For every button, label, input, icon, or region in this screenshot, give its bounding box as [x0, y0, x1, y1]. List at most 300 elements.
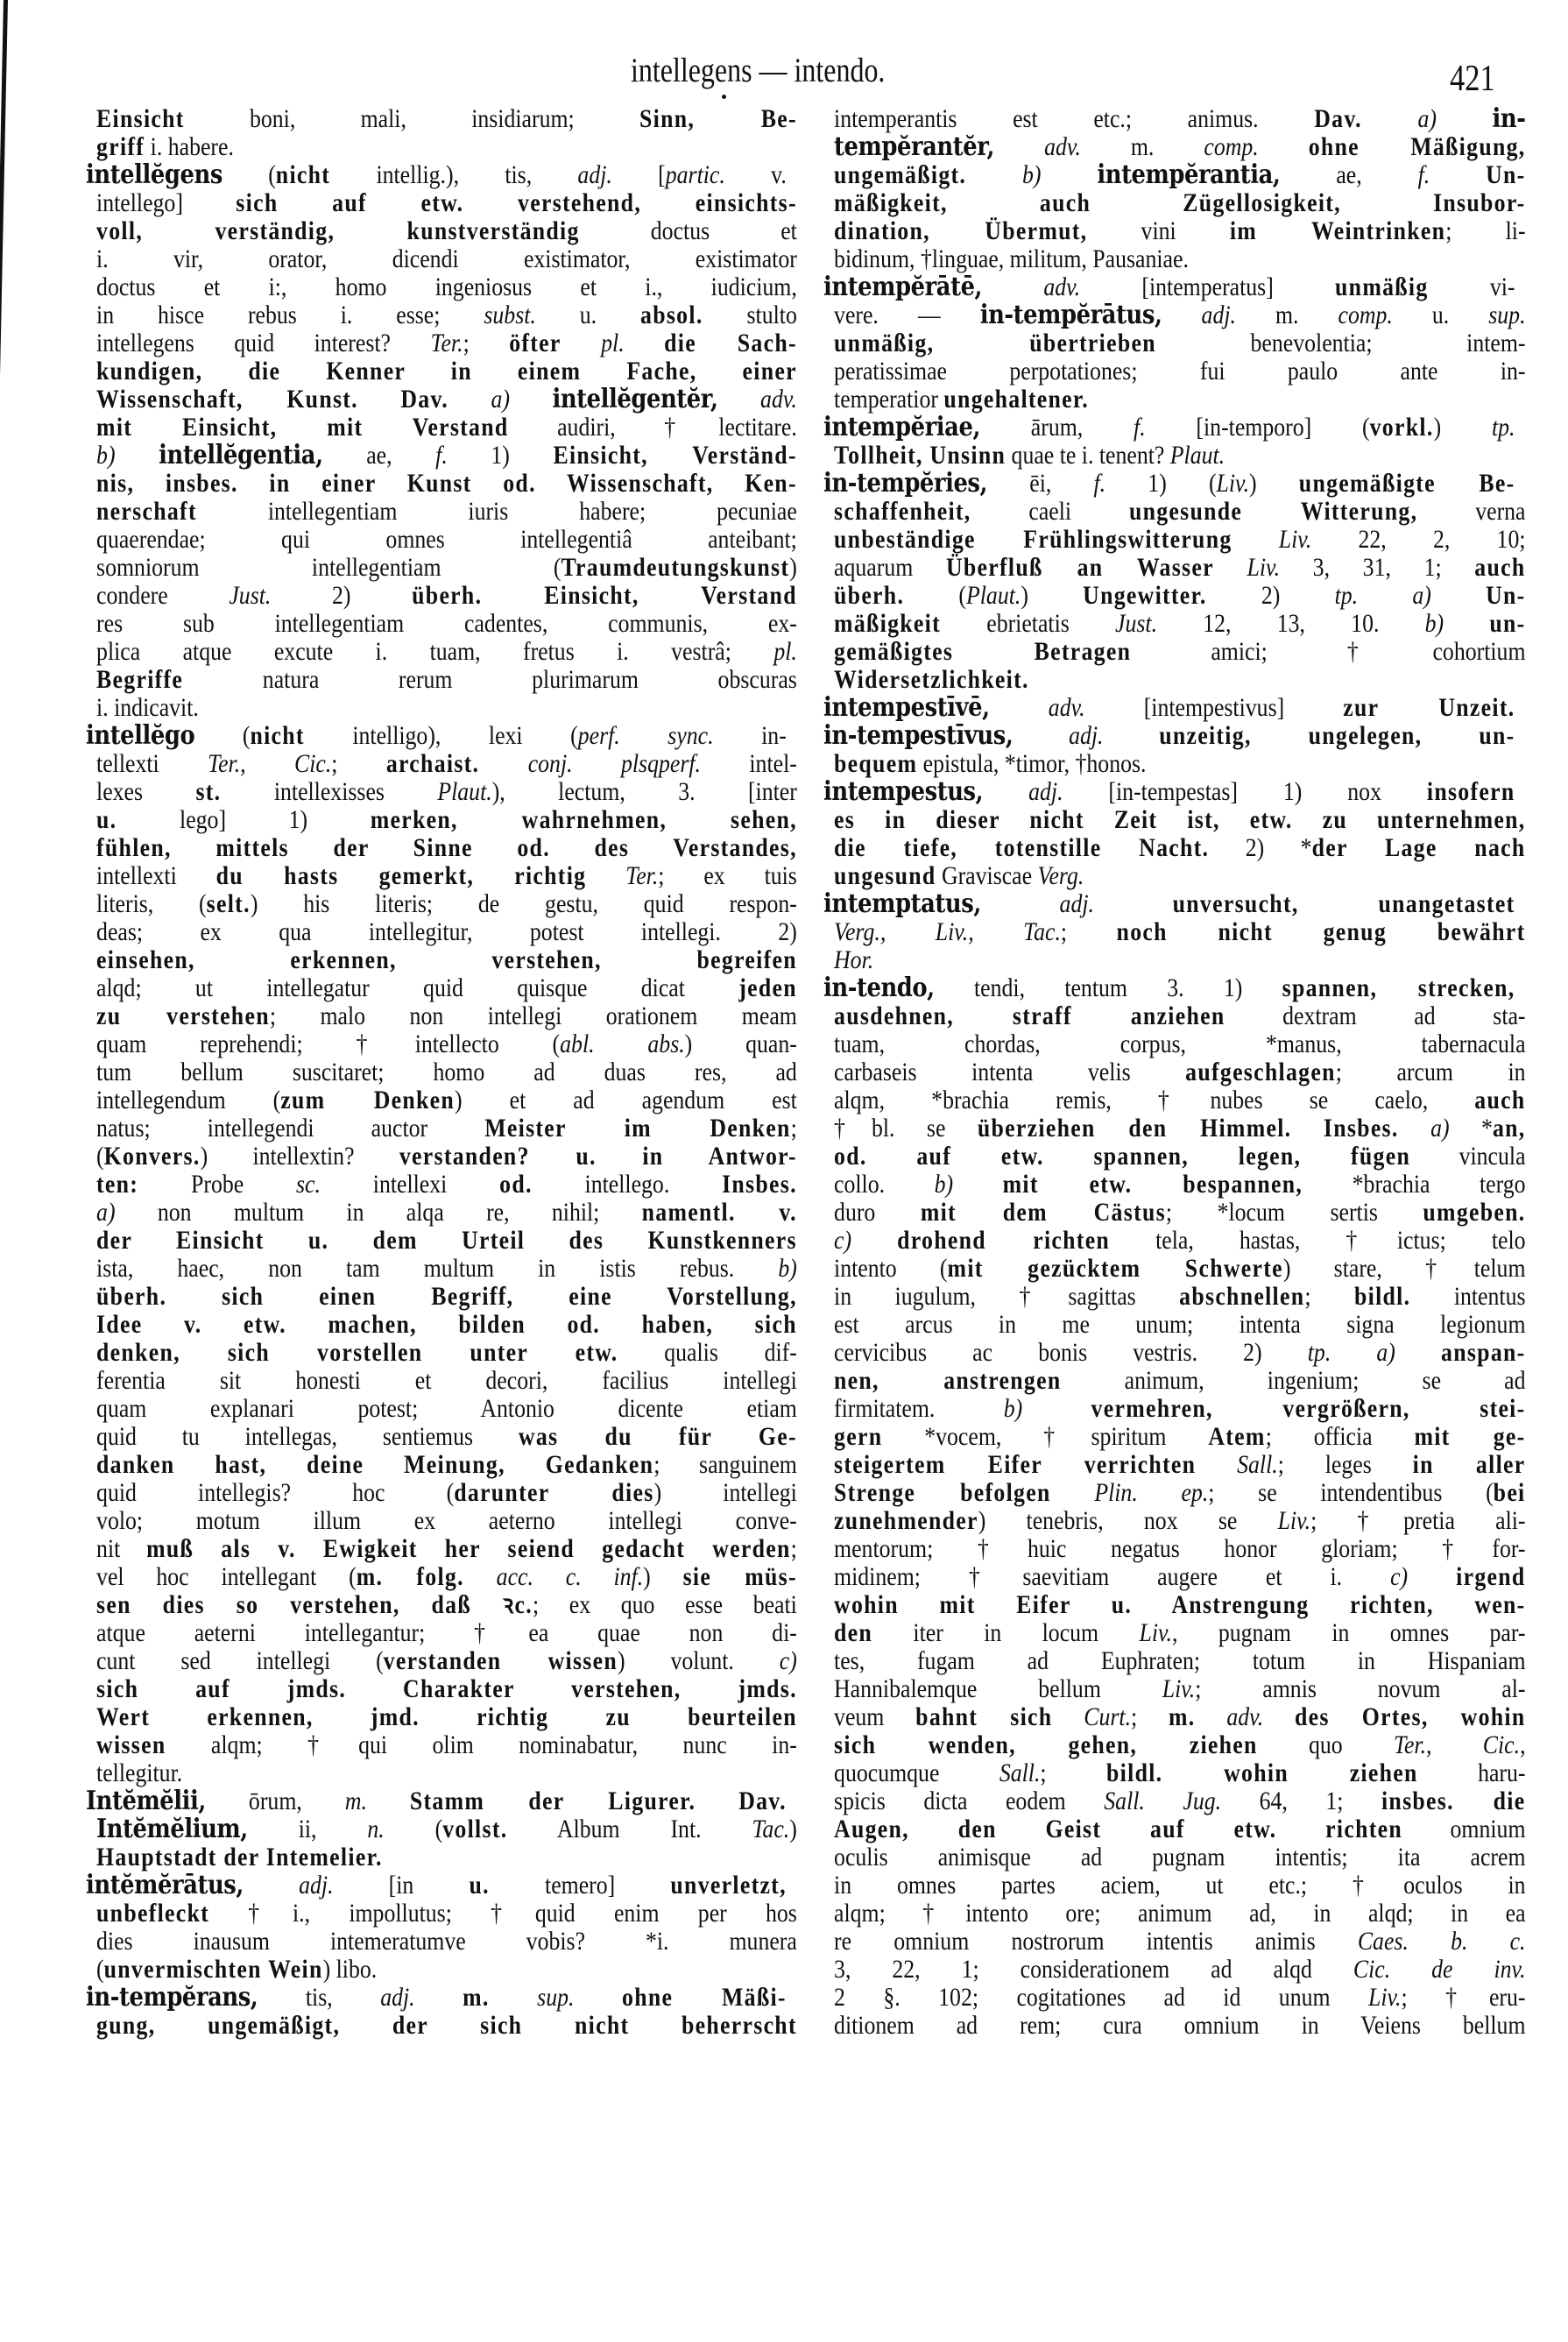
german-gloss: wissen — [96, 1730, 166, 1759]
text-line — [823, 1311, 1526, 1339]
latin-text: doctus et — [579, 216, 797, 245]
german-gloss: überh. — [834, 581, 905, 610]
abbreviation: Caes. b. c. — [1357, 1927, 1526, 1956]
latin-text: *vocem, †spiritum — [882, 1422, 1209, 1451]
latin-text: [intemperatus] — [1080, 272, 1336, 301]
entry-start-line — [823, 974, 1515, 1002]
latin-text: quaerendae; qui omnes intellegentiâ anteibant; — [96, 525, 797, 554]
german-gloss: wohin mit Eifer u. Anstrengung richten, wen- — [834, 1590, 1526, 1619]
latin-text: ēi, — [987, 469, 1094, 498]
latin-text: [in-tempestas] 1) nox — [1063, 777, 1427, 806]
latin-text: m. — [1080, 132, 1204, 161]
latin-text: doctus et i:, homo ingeniosus et i., iudicium, — [96, 272, 797, 301]
german-gloss: griff — [96, 132, 145, 161]
german-gloss: denken, sich vorstellen unter etw. — [96, 1338, 618, 1367]
german-gloss: insbes. die — [1381, 1787, 1526, 1815]
latin-text: i. indicavit. — [96, 693, 199, 722]
latin-text — [1408, 1562, 1456, 1591]
abbreviation: Verg. — [1037, 861, 1084, 890]
text-line — [86, 1731, 797, 1759]
latin-text: temperatior — [834, 385, 944, 414]
running-head: intellegens — intendo. — [631, 52, 886, 89]
text-line — [823, 2012, 1526, 2040]
latin-text: ) intellextin? — [200, 1142, 399, 1171]
text-line — [823, 946, 1526, 974]
latin-text — [1263, 1702, 1295, 1731]
german-gloss: ohne Mäßigung, — [1308, 132, 1526, 161]
german-gloss: mäßigkeit — [834, 609, 942, 638]
latin-text: volo; motum illum ex aeterno intellegi conve- — [96, 1506, 797, 1535]
latin-text — [1162, 301, 1202, 329]
headword: intellĕgo — [86, 720, 195, 751]
text-line — [86, 442, 797, 470]
text-line — [823, 918, 1526, 946]
latin-text: quam reprehendi; †intellecto ( — [96, 1029, 561, 1058]
text-line — [86, 1675, 797, 1703]
abbreviation: Sall. — [999, 1758, 1041, 1787]
german-gloss: sie müs- — [682, 1562, 797, 1591]
headword: intĕmĕrātus, — [86, 1870, 244, 1900]
latin-text: ; — [790, 1114, 797, 1143]
latin-text: in- — [713, 721, 787, 750]
abbreviation: a) — [491, 385, 510, 414]
text-line — [823, 1283, 1526, 1311]
german-gloss: überh. sich einen Begriff, eine Vorstellung, — [96, 1282, 797, 1311]
headword: in-tempĕries, — [823, 468, 988, 499]
abbreviation: adj. — [1201, 301, 1236, 329]
text-line — [823, 1030, 1526, 1058]
latin-text: *brachia tergo — [1303, 1170, 1526, 1199]
latin-text — [479, 749, 527, 778]
latin-text: tes, fugam ad Euphraten; totum in Hispaniam — [834, 1646, 1526, 1675]
text-line — [823, 1843, 1526, 1871]
text-line — [823, 245, 1526, 273]
abbreviation: Liv. — [1368, 1983, 1402, 2012]
entry-start-line — [86, 1984, 787, 2012]
right-column — [823, 103, 1526, 2040]
latin-text: dies inausum intemeratumve vobis? *i. munera — [96, 1927, 797, 1956]
text-line — [86, 1619, 797, 1647]
text-line — [823, 1086, 1526, 1114]
latin-text: 2) — [271, 581, 413, 610]
german-gloss: mit etw. bespannen, — [1002, 1170, 1303, 1199]
text-line — [823, 1423, 1526, 1451]
text-line — [823, 666, 1526, 694]
text-line — [823, 1815, 1526, 1843]
latin-text: nit — [96, 1534, 147, 1563]
latin-text: ; amnis novum al- — [1195, 1674, 1526, 1703]
german-gloss: bildl. — [1353, 1282, 1411, 1311]
german-gloss: überziehen den Himmel. — [977, 1114, 1292, 1143]
latin-text: intellego. — [532, 1170, 723, 1199]
text-line — [86, 133, 797, 161]
latin-text: ) — [789, 553, 797, 582]
latin-text — [625, 329, 664, 357]
latin-text — [1041, 160, 1097, 189]
latin-text: dextram ad sta- — [1225, 1001, 1526, 1030]
latin-text: [intempestivus] — [1084, 693, 1344, 722]
latin-text — [1094, 889, 1173, 918]
text-line — [86, 666, 797, 694]
latin-text: [in — [333, 1871, 470, 1900]
latin-text: ; se intendentibus ( — [1208, 1478, 1494, 1507]
german-gloss: anspan- — [1441, 1338, 1526, 1367]
text-line — [86, 1479, 797, 1507]
latin-text: aquarum — [834, 553, 946, 582]
text-line — [86, 946, 797, 974]
latin-text — [851, 1226, 897, 1255]
latin-text — [586, 861, 625, 890]
german-gloss: darunter dies — [454, 1478, 654, 1507]
latin-text: ) his literis; de gestu, quid respon- — [250, 889, 797, 918]
headword: Intĕmĕlii, — [86, 1786, 206, 1816]
latin-text — [981, 889, 1060, 918]
headword: intempĕriae, — [823, 412, 981, 442]
latin-text — [1291, 1114, 1323, 1143]
german-gloss: selt. — [206, 889, 251, 918]
latin-text — [1022, 1394, 1091, 1423]
text-line — [86, 918, 797, 946]
german-gloss: st. — [195, 777, 222, 806]
text-line — [823, 133, 1526, 161]
text-line — [86, 329, 797, 357]
german-gloss: vorkl. — [1369, 413, 1434, 442]
latin-text: 1) — [447, 441, 554, 470]
text-line — [86, 414, 797, 442]
text-line — [823, 386, 1526, 414]
text-line — [86, 189, 797, 217]
latin-text: ( — [384, 1815, 443, 1843]
text-line — [823, 1956, 1526, 1984]
latin-text: stulto — [703, 301, 797, 329]
text-line — [86, 1843, 797, 1871]
german-gloss: m. — [463, 1983, 490, 2012]
latin-text: natura rerum plurimarum obscuras — [183, 665, 797, 694]
german-gloss: Wissenschaft, Kunst. — [96, 385, 358, 414]
latin-text: omnium — [1402, 1815, 1526, 1843]
latin-text: quid intellegis? hoc ( — [96, 1478, 455, 1507]
latin-text: intellexi — [320, 1170, 500, 1199]
german-gloss: archaist. — [385, 749, 480, 778]
latin-text: bidinum, †linguae, militum, Pausaniae. — [834, 244, 1189, 273]
abbreviation: Ter. — [625, 861, 659, 890]
german-gloss: unversucht, unangetastet — [1172, 889, 1515, 918]
german-gloss: schaffenheit, — [834, 497, 971, 526]
latin-text: quam explanari potest; Antonio dicente etiam — [96, 1394, 797, 1423]
german-gloss: Ungewitter. — [1083, 581, 1207, 610]
german-gloss: bildl. wohin ziehen — [1106, 1758, 1418, 1787]
text-line — [86, 638, 797, 666]
german-gloss: Traumdeutungskunst — [561, 553, 790, 582]
text-line — [86, 778, 797, 806]
headword: intempestīvē, — [823, 692, 990, 723]
german-gloss: sen dies so verstehen, daß ꝛc. — [96, 1590, 533, 1619]
abbreviation: adj. — [299, 1871, 334, 1900]
latin-text: 3, 22, 1; considerationem ad alqd — [834, 1955, 1353, 1984]
german-gloss: Begriffe — [96, 665, 184, 694]
latin-text: ; — [1304, 1282, 1354, 1311]
latin-text: i. vir, orator, dicendi existimator, existimator — [96, 244, 797, 273]
german-gloss: vermehren, vergrößern, stei- — [1091, 1394, 1526, 1423]
latin-text — [1052, 1702, 1084, 1731]
latin-text: lexes — [96, 777, 196, 806]
latin-text: Album Int. — [507, 1815, 752, 1843]
latin-text: ; — [1060, 917, 1117, 946]
latin-text: , pugnam in omnes par- — [1172, 1618, 1526, 1647]
latin-text: ; officia — [1265, 1422, 1415, 1451]
german-gloss: nicht — [275, 160, 331, 189]
left-column — [86, 104, 797, 2040]
entry-start-line — [86, 1787, 787, 1815]
latin-text — [1196, 1702, 1227, 1731]
latin-text: in omnes partes aciem, ut etc.; †oculos in — [834, 1871, 1526, 1900]
latin-text — [562, 329, 601, 357]
german-gloss: Idee v. etw. machen, bilden od. haben, sich — [96, 1310, 797, 1339]
german-gloss: merken, wahrnehmen, sehen, — [370, 805, 797, 834]
text-line — [86, 1395, 797, 1423]
latin-text: midinem; †saevitiam augere et i. — [834, 1562, 1391, 1591]
entry-start-line — [823, 778, 1515, 806]
latin-text: ista, haec, non tam multum in istis rebus. — [96, 1254, 779, 1283]
german-gloss: in aller — [1412, 1450, 1526, 1479]
latin-text: ; ex tuis — [658, 861, 797, 890]
headword: intellĕgens — [86, 159, 222, 190]
entry-start-line — [823, 470, 1515, 498]
text-line — [86, 526, 797, 554]
german-gloss: die tiefe, totenstille Nacht. — [834, 833, 1210, 862]
latin-text: ; sanguinem — [653, 1450, 797, 1479]
german-gloss: sich wenden, gehen, ziehen — [834, 1730, 1258, 1759]
german-gloss: Meister im Denken — [484, 1114, 791, 1143]
latin-text — [1437, 104, 1493, 133]
latin-text: ) — [1249, 469, 1299, 498]
latin-text: alqd; ut intellegatur quid quisque dicat — [96, 973, 739, 1002]
latin-text: peratissimae perpotationes; fui paulo ante in- — [834, 357, 1526, 386]
headword: intellĕgentĕr, — [552, 384, 718, 414]
abbreviation: c) — [779, 1646, 797, 1675]
text-line — [823, 1255, 1526, 1283]
latin-text: ; — [331, 749, 386, 778]
latin-text: ; leges — [1277, 1450, 1413, 1479]
abbreviation: Liv. — [1247, 553, 1281, 582]
text-line — [86, 1900, 797, 1928]
german-gloss: jeden — [738, 973, 797, 1002]
text-line — [86, 806, 797, 834]
german-gloss: nis, insbes. in einer Kunst od. Wissenschaft, Ken- — [96, 469, 797, 498]
text-line — [823, 1703, 1526, 1731]
latin-text — [1013, 721, 1069, 750]
abbreviation: Verg., Liv., Tac. — [834, 917, 1061, 946]
german-gloss: was du für Ge- — [518, 1422, 797, 1451]
text-line — [86, 1591, 797, 1619]
page-edge-line — [0, 0, 8, 1139]
german-gloss: drohend richten — [897, 1226, 1111, 1255]
abbreviation: sup. — [1488, 301, 1526, 329]
text-line — [86, 1283, 797, 1311]
text-line — [823, 1591, 1526, 1619]
german-gloss: Insbes. — [722, 1170, 797, 1199]
latin-text: tellegitur. — [96, 1758, 183, 1787]
german-gloss: unbeständige Frühlingswitterung — [834, 525, 1233, 554]
latin-text: somniorum intellegentiam ( — [96, 553, 562, 582]
latin-text: caeli — [971, 497, 1129, 526]
latin-text: ) tenebris, nox se — [978, 1506, 1278, 1535]
latin-text: u. — [1392, 301, 1489, 329]
headword: in-tendo, — [823, 973, 935, 1003]
latin-text: ; ex quo esse beati — [532, 1590, 797, 1619]
latin-text: Graviscae — [936, 861, 1038, 890]
german-gloss: des Ortes, wohin — [1294, 1702, 1526, 1731]
headword: tempĕrantĕr, — [834, 131, 995, 162]
text-line — [86, 890, 797, 918]
headword: intempestus, — [823, 776, 984, 807]
text-line — [86, 357, 797, 386]
abbreviation: conj. plsqperf. — [527, 749, 701, 778]
text-line — [86, 1086, 797, 1114]
latin-text: tis, — [258, 1983, 381, 2012]
latin-text: 1) ( — [1105, 469, 1217, 498]
abbreviation: Ter. — [430, 329, 463, 357]
german-gloss: sich auf jmds. Charakter verstehen, jmds. — [96, 1674, 797, 1703]
latin-text — [1104, 721, 1160, 750]
text-line — [86, 1255, 797, 1283]
latin-text: ae, — [322, 441, 436, 470]
latin-text: tum bellum suscitaret; homo ad duas res, ad — [96, 1058, 797, 1086]
text-line — [823, 1339, 1526, 1367]
latin-text — [718, 385, 760, 414]
text-line — [823, 1171, 1526, 1199]
abbreviation: Liv. — [1162, 1674, 1196, 1703]
text-line — [86, 1759, 797, 1787]
entry-start-line — [823, 890, 1515, 918]
german-gloss: verstanden? u. in Antwor- — [399, 1142, 797, 1171]
latin-text: intellegentiam iuris habere; pecuniae — [196, 497, 797, 526]
text-line — [86, 1367, 797, 1395]
latin-text: Hannibalemque bellum — [834, 1674, 1162, 1703]
abbreviation: Plaut. — [1169, 441, 1225, 470]
abbreviation: adv. — [1043, 272, 1081, 301]
latin-text — [990, 693, 1049, 722]
latin-text: ) — [1433, 413, 1492, 442]
headword: Intĕmĕlium, — [96, 1814, 248, 1844]
text-line — [86, 1507, 797, 1535]
latin-text — [953, 1170, 1003, 1199]
german-gloss: sich auf etw. verstehend, einsichts- — [236, 188, 797, 217]
abbreviation: adv. — [1044, 132, 1081, 161]
latin-text — [1444, 609, 1489, 638]
latin-text: intentus — [1410, 1282, 1526, 1311]
text-line — [86, 1311, 797, 1339]
text-line — [823, 1731, 1526, 1759]
german-gloss: Widersetzlichkeit. — [834, 665, 1029, 694]
text-line — [86, 1114, 797, 1143]
german-gloss: ungesund — [834, 861, 936, 890]
german-gloss: Dav. — [1314, 104, 1362, 133]
latin-text: ii, — [247, 1815, 368, 1843]
latin-text: 22, 2, 10; — [1311, 525, 1526, 554]
text-line — [823, 1871, 1526, 1900]
latin-text: i. habere. — [145, 132, 234, 161]
abbreviation: b) — [934, 1170, 954, 1199]
abbreviation: adv. — [760, 385, 797, 414]
text-line — [86, 834, 797, 862]
latin-text: ) — [643, 1562, 683, 1591]
german-gloss: unzeitig, ungelegen, un- — [1159, 721, 1515, 750]
text-line — [823, 750, 1526, 778]
latin-text: collo. — [834, 1170, 935, 1199]
german-gloss: absol. — [640, 301, 703, 329]
abbreviation: b) — [1424, 609, 1444, 638]
german-gloss: vollst. — [442, 1815, 508, 1843]
abbreviation: adj. — [577, 160, 612, 189]
german-gloss: gern — [834, 1422, 883, 1451]
german-gloss: noch nicht genug bewährt — [1116, 917, 1526, 946]
latin-text: mentorum; †huic negatus honor gloriam; †for- — [834, 1534, 1526, 1563]
abbreviation: Liv. — [1216, 469, 1250, 498]
text-line — [86, 1030, 797, 1058]
latin-text: spicis dicta eodem — [834, 1787, 1105, 1815]
german-gloss: ungesunde Witterung, — [1128, 497, 1418, 526]
latin-text: cervicibus ac bonis vestris. 2) — [834, 1338, 1308, 1367]
text-line — [86, 694, 797, 722]
headword: in- — [1492, 103, 1526, 134]
latin-text: condere — [96, 581, 230, 610]
latin-text: ebrietatis — [941, 609, 1116, 638]
german-gloss: danken hast, deine Meinung, Gedanken — [96, 1450, 654, 1479]
latin-text — [464, 1562, 497, 1591]
latin-text: [ — [611, 160, 666, 189]
abbreviation: Hor. — [834, 945, 874, 974]
latin-text: quocumque — [834, 1758, 999, 1787]
latin-text: re omnium nostrorum intentis animis — [834, 1927, 1358, 1956]
german-gloss: voll, verständig, kunstverständig — [96, 216, 580, 245]
german-gloss: überh. Einsicht, Verstand — [412, 581, 797, 610]
text-line — [86, 610, 797, 638]
german-gloss: abschnellen — [1179, 1282, 1305, 1311]
abbreviation: Cic. de inv. — [1353, 1955, 1526, 1984]
latin-text: ; — [1040, 1758, 1107, 1787]
latin-text: veum — [834, 1702, 916, 1731]
abbreviation: Curt. — [1084, 1702, 1132, 1731]
abbreviation: comp. — [1338, 301, 1393, 329]
latin-text: intellig.), tis, — [330, 160, 578, 189]
german-gloss: Stamm der Ligurer. — [409, 1787, 696, 1815]
abbreviation: adv. — [1048, 693, 1085, 722]
latin-text — [574, 1983, 622, 2012]
german-gloss: Sinn, Be- — [639, 104, 797, 133]
headword: intempĕrātē, — [823, 272, 983, 302]
latin-text: est arcus in me unum; intenta signa legionum — [834, 1310, 1526, 1339]
latin-text: intemperantis est etc.; animus. — [834, 104, 1315, 133]
latin-text: tendi, tentum 3. 1) — [934, 973, 1282, 1002]
text-line — [823, 105, 1526, 133]
text-line — [823, 1507, 1526, 1535]
german-gloss: der Einsicht u. dem Urteil des Kunstkenners — [96, 1226, 797, 1255]
latin-text: ; — [1131, 1702, 1169, 1731]
text-line — [823, 610, 1526, 638]
latin-text: alqm; †qui olim nominabatur, nunc in- — [166, 1730, 797, 1759]
headword: intellĕgentia, — [159, 440, 323, 471]
abbreviation: b) — [778, 1254, 797, 1283]
german-gloss: ten: — [96, 1170, 139, 1199]
german-gloss: Konvers. — [103, 1142, 201, 1171]
latin-text: [in-temporo] ( — [1145, 413, 1370, 442]
latin-text: m. — [1235, 301, 1338, 329]
latin-text: vini — [1087, 216, 1230, 245]
text-line — [86, 1171, 797, 1199]
abbreviation: Liv. — [1278, 525, 1312, 554]
latin-text: , — [1520, 1730, 1526, 1759]
